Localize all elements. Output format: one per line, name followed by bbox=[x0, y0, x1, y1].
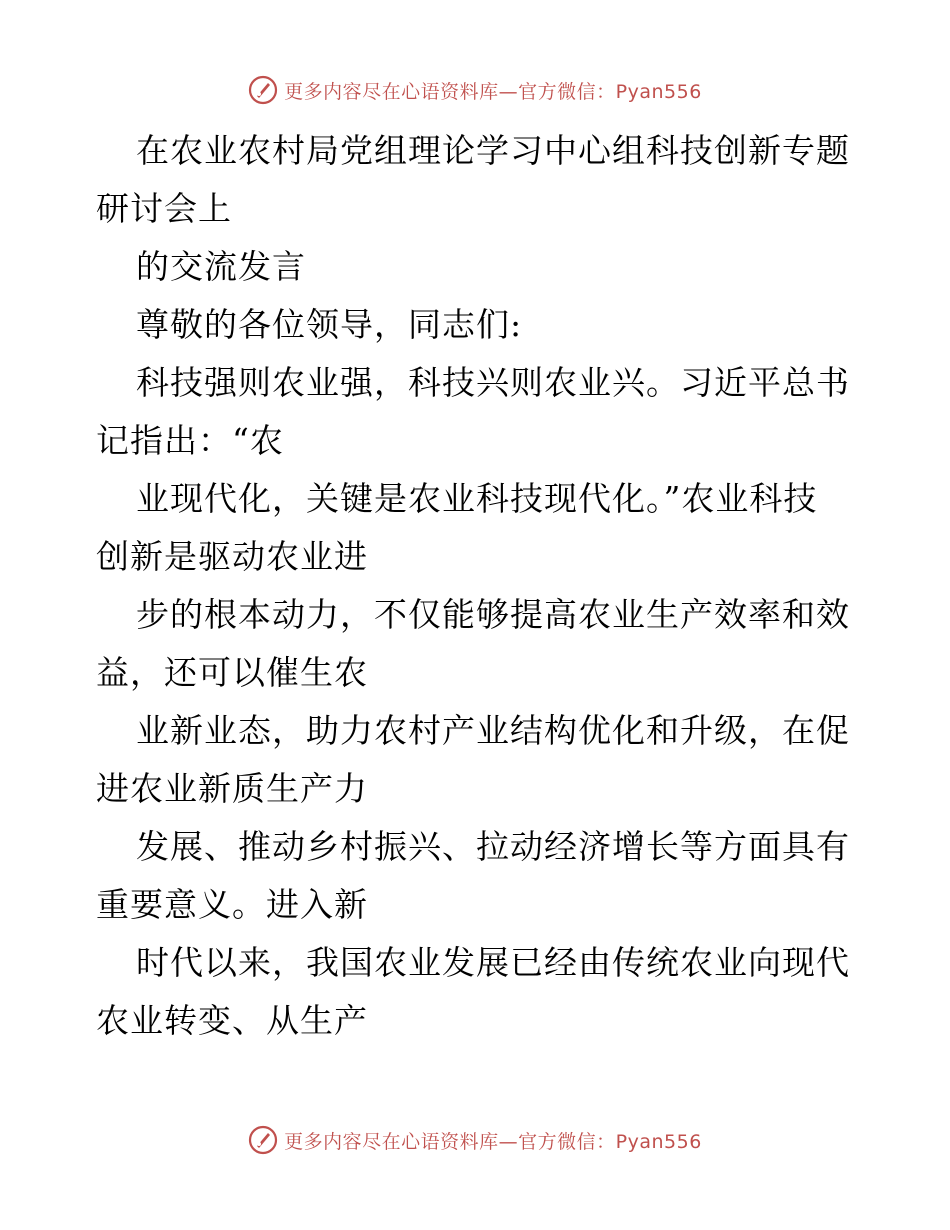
text-line: 的交流发言 bbox=[136, 247, 306, 286]
text-line: 科技强则农业强，科技兴则农业兴。习近平总书 bbox=[136, 363, 850, 402]
text-line: 时代以来，我国农业发展已经由传统农业向现代 bbox=[136, 943, 850, 982]
header-banner bbox=[0, 70, 950, 110]
document-body bbox=[96, 122, 852, 1050]
text-line: 进农业新质生产力 bbox=[96, 769, 368, 808]
text-line: 业现代化，关键是农业科技现代化。”农业科技 bbox=[136, 479, 818, 518]
text-line: 记指出：“农 bbox=[96, 421, 284, 460]
footer-banner bbox=[0, 1120, 950, 1160]
text-line: 重要意义。进入新 bbox=[96, 885, 368, 924]
text-line: 在农业农村局党组理论学习中心组科技创新专题 bbox=[136, 131, 850, 170]
banner-text: 更多内容尽在心语资料库—官方微信：Pyan556 bbox=[284, 1130, 702, 1153]
text-line: 创新是驱动农业进 bbox=[96, 537, 368, 576]
text-line: 业新业态，助力农村产业结构优化和升级，在促 bbox=[136, 711, 850, 750]
text-line: 尊敬的各位领导，同志们: bbox=[136, 305, 523, 344]
text-line: 步的根本动力，不仅能够提高农业生产效率和效 bbox=[136, 595, 850, 634]
banner-text: 更多内容尽在心语资料库—官方微信：Pyan556 bbox=[284, 80, 702, 103]
text-line: 发展、推动乡村振兴、拉动经济增长等方面具有 bbox=[136, 827, 850, 866]
text-line: 研讨会上 bbox=[96, 189, 232, 228]
text-line: 益，还可以催生农 bbox=[96, 653, 368, 692]
quill-logo-icon bbox=[248, 1125, 278, 1155]
text-line: 农业转变、从生产 bbox=[96, 1001, 368, 1040]
quill-logo-icon bbox=[248, 75, 278, 105]
